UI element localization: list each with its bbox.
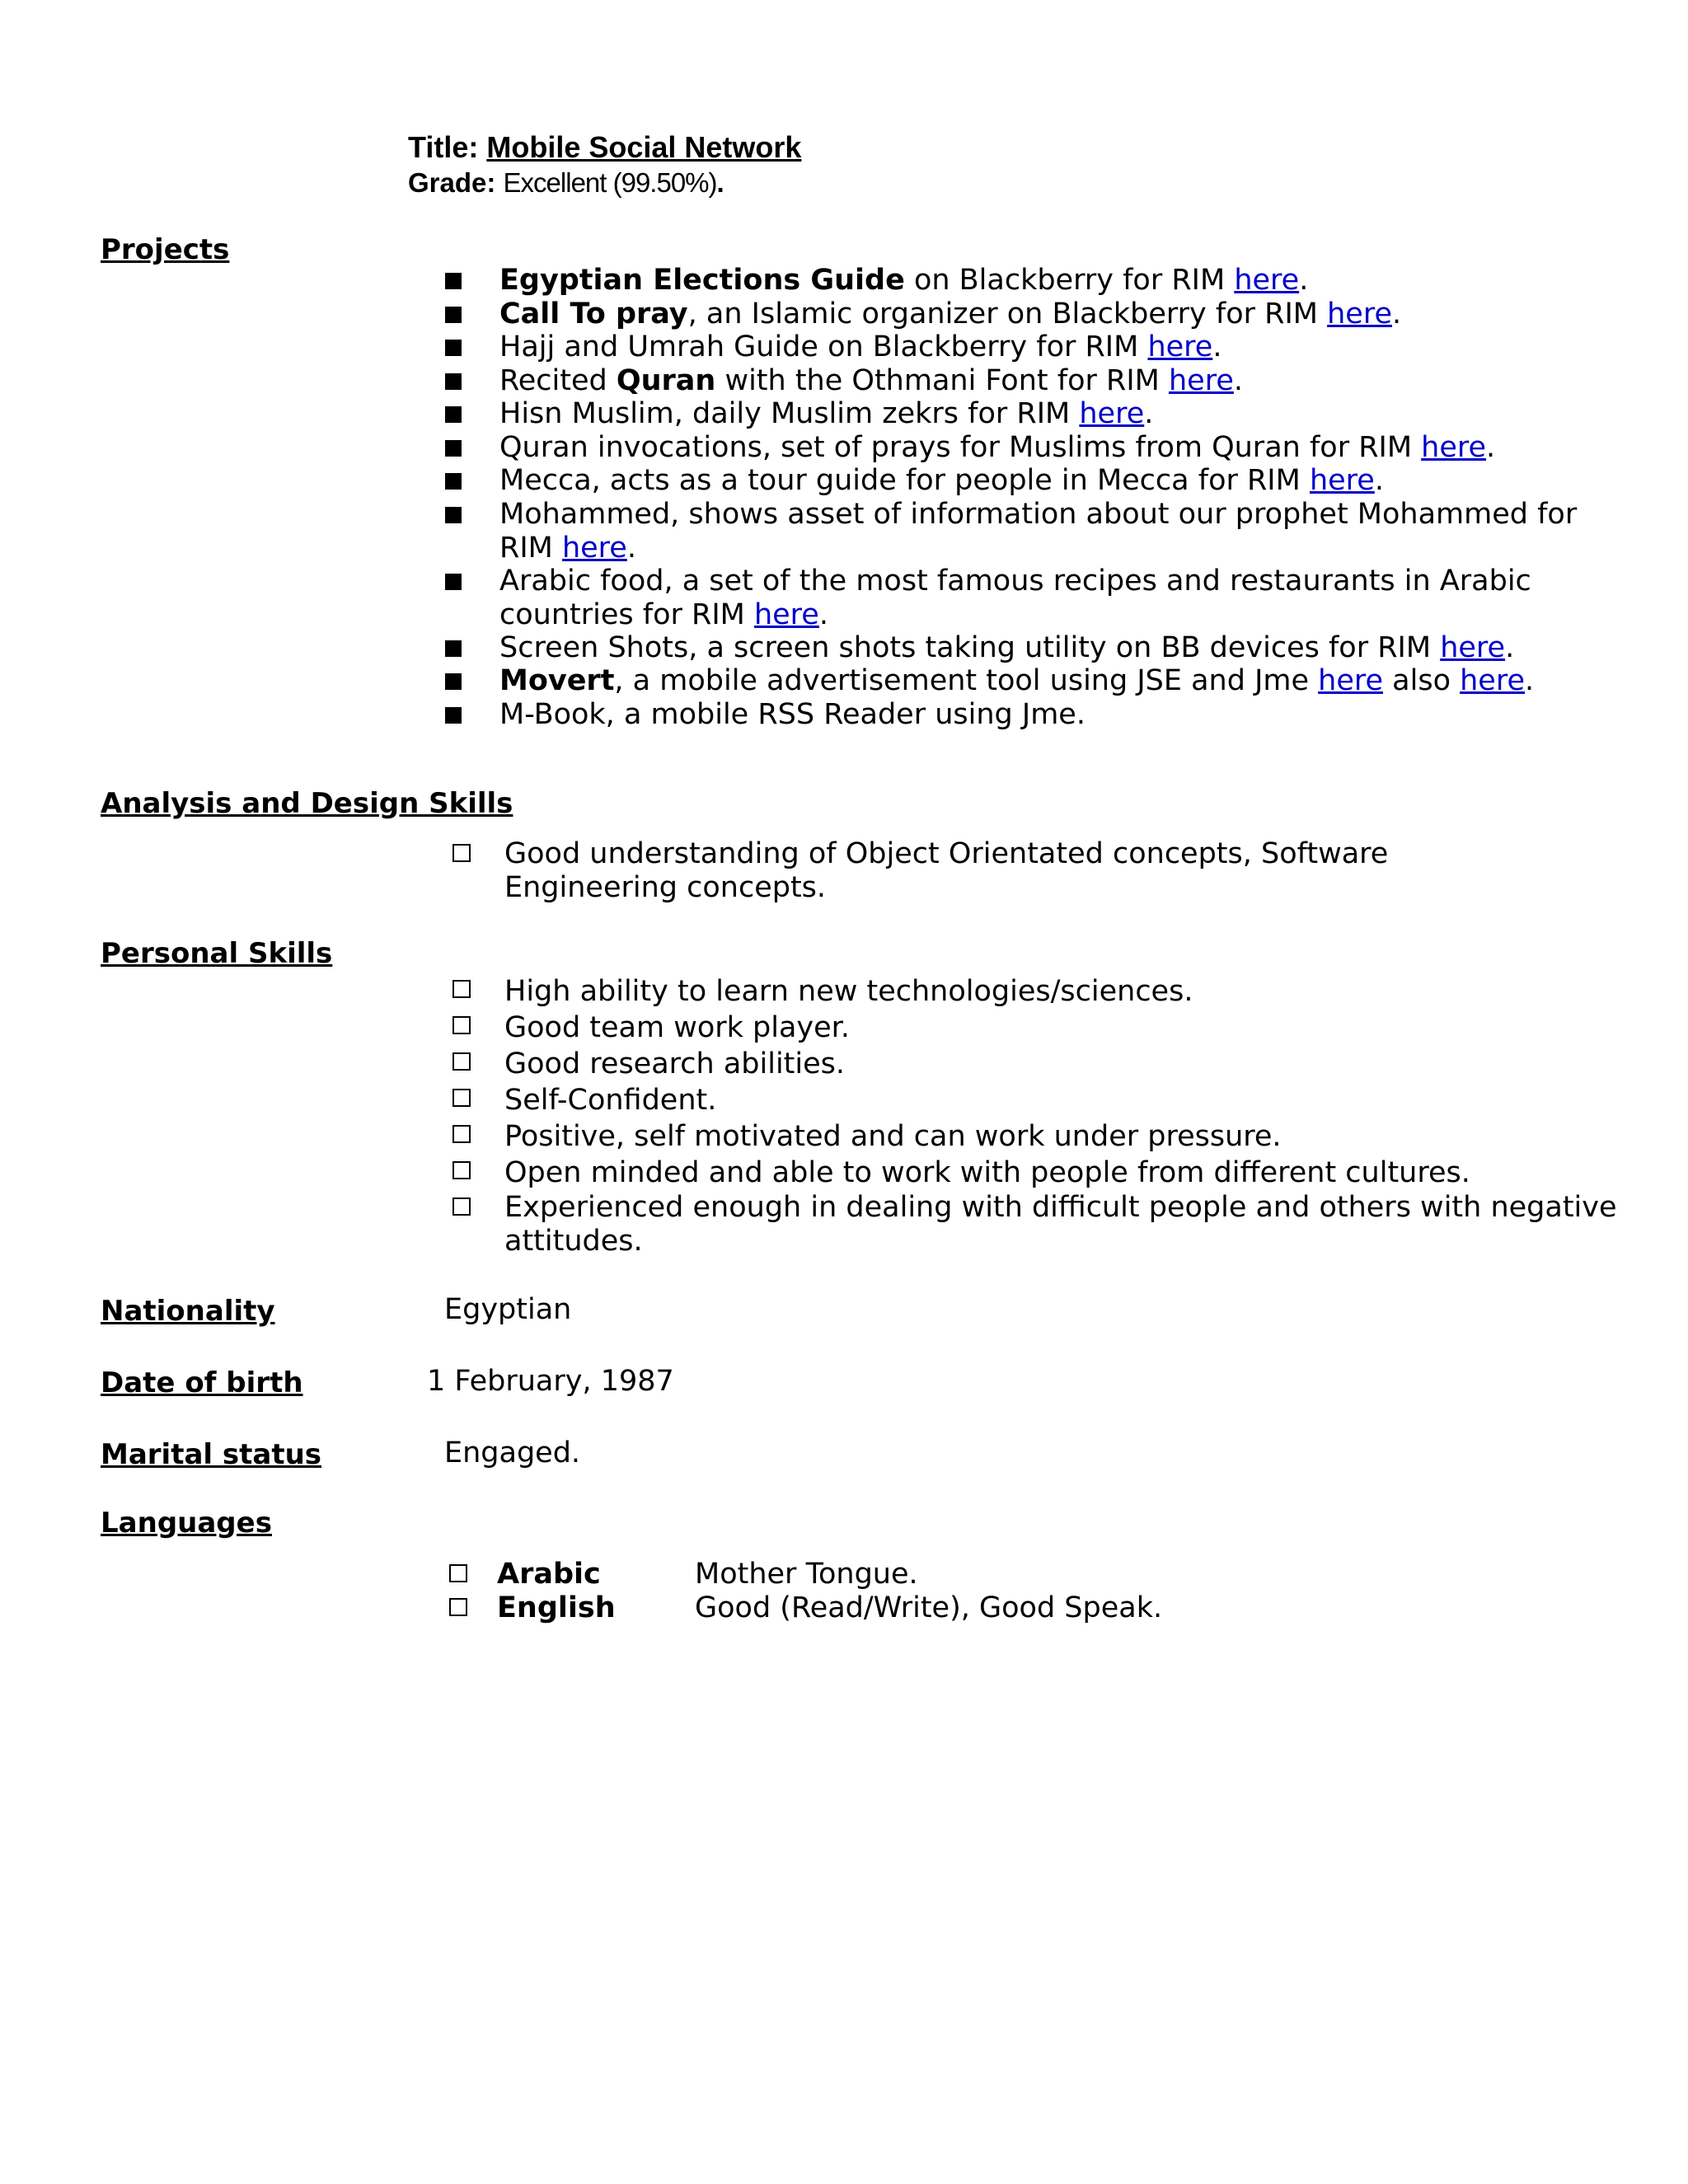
marital-value: Engaged. (444, 1436, 581, 1469)
square-bullet-icon (445, 440, 462, 457)
checkbox-bullet-icon (452, 1016, 471, 1034)
checkbox-bullet-icon (452, 1197, 471, 1216)
list-item: M-Book, a mobile RSS Reader using Jme. (499, 698, 1085, 731)
list-item: Screen Shots, a screen shots taking utility on BB devices for RIM here. (499, 631, 1515, 664)
here-link[interactable]: here (1440, 631, 1506, 664)
nationality-value: Egyptian (444, 1293, 572, 1326)
projects-heading: Projects (101, 233, 230, 266)
here-link[interactable]: here (1234, 264, 1300, 297)
language-level: Good (Read/Write), Good Speak. (695, 1591, 1163, 1624)
list-item: Good research abilities. (504, 1047, 846, 1080)
marital-heading: Marital status (101, 1438, 322, 1471)
language-name: Arabic (497, 1558, 601, 1591)
language-name: English (497, 1591, 616, 1624)
languages-heading: Languages (101, 1507, 272, 1540)
list-item: High ability to learn new technologies/sciences. (504, 975, 1193, 1008)
square-bullet-icon (445, 473, 462, 490)
list-item: Arabic food, a set of the most famous recipes and restaurants in Arabic countries for RIM here. (499, 565, 1531, 631)
square-bullet-icon (445, 373, 462, 390)
nationality-heading: Nationality (101, 1295, 275, 1328)
list-item: Mohammed, shows asset of information about our prophet Mohammed for RIM here. (499, 498, 1578, 565)
list-item: Mecca, acts as a tour guide for people in Mecca for RIM here. (499, 464, 1384, 497)
checkbox-bullet-icon (449, 1564, 467, 1582)
checkbox-bullet-icon (452, 1052, 471, 1071)
list-item: Recited Quran with the Othmani Font for RIM here. (499, 364, 1243, 397)
square-bullet-icon (445, 707, 462, 724)
here-link[interactable]: here (1309, 464, 1375, 497)
language-level: Mother Tongue. (695, 1558, 918, 1591)
square-bullet-icon (445, 340, 462, 356)
checkbox-bullet-icon (449, 1598, 467, 1616)
checkbox-bullet-icon (452, 844, 471, 862)
square-bullet-icon (445, 507, 462, 523)
here-link[interactable]: here (1147, 330, 1213, 363)
list-item: Open minded and able to work with people from different cultures. (504, 1156, 1470, 1189)
title-value: Mobile Social Network (486, 130, 802, 164)
list-item: Egyptian Elections Guide on Blackberry for RIM here. (499, 264, 1309, 297)
square-bullet-icon (445, 273, 462, 289)
list-item: Hajj and Umrah Guide on Blackberry for RIM here. (499, 330, 1222, 363)
list-item: Self-Confident. (504, 1084, 717, 1117)
list-item: Movert, a mobile advertisement tool using JSE and Jme here also here. (499, 664, 1535, 697)
list-item: Hisn Muslim, daily Muslim zekrs for RIM here. (499, 397, 1154, 430)
list-item: Good understanding of Object Orientated concepts, Software Engineering concepts. (504, 837, 1389, 904)
list-item: Positive, self motivated and can work under pressure. (504, 1120, 1282, 1153)
here-link[interactable]: here (753, 598, 819, 631)
here-link[interactable]: here (1318, 664, 1384, 697)
here-link[interactable]: here (561, 532, 627, 565)
checkbox-bullet-icon (452, 1161, 471, 1179)
list-item: Quran invocations, set of prays for Muslims from Quran for RIM here. (499, 431, 1496, 464)
checkbox-bullet-icon (452, 1089, 471, 1107)
grade-line (408, 167, 724, 199)
personal-heading: Personal Skills (101, 937, 333, 970)
checkbox-bullet-icon (452, 980, 471, 998)
square-bullet-icon (445, 406, 462, 423)
grade-end: . (716, 167, 724, 198)
checkbox-bullet-icon (452, 1125, 471, 1143)
analysis-heading: Analysis and Design Skills (101, 787, 513, 820)
grade-label: Grade: (408, 167, 496, 198)
square-bullet-icon (445, 640, 462, 657)
here-link[interactable]: here (1327, 298, 1392, 330)
square-bullet-icon (445, 574, 462, 590)
dob-value: 1 February, 1987 (427, 1365, 674, 1398)
here-link[interactable]: here (1079, 397, 1145, 430)
list-item: Experienced enough in dealing with difficult people and others with negative attitudes. (504, 1191, 1617, 1258)
title-label: Title: (408, 130, 479, 164)
list-item: Call To pray, an Islamic organizer on Blackberry for RIM here. (499, 298, 1402, 330)
square-bullet-icon (445, 307, 462, 323)
here-link[interactable]: here (1460, 664, 1525, 697)
grade-value: Excellent (99.50%) (503, 167, 717, 198)
square-bullet-icon (445, 673, 462, 690)
title-line (408, 130, 801, 165)
here-link[interactable]: here (1421, 431, 1487, 464)
list-item: Good team work player. (504, 1011, 850, 1044)
dob-heading: Date of birth (101, 1366, 303, 1399)
here-link[interactable]: here (1168, 364, 1234, 397)
